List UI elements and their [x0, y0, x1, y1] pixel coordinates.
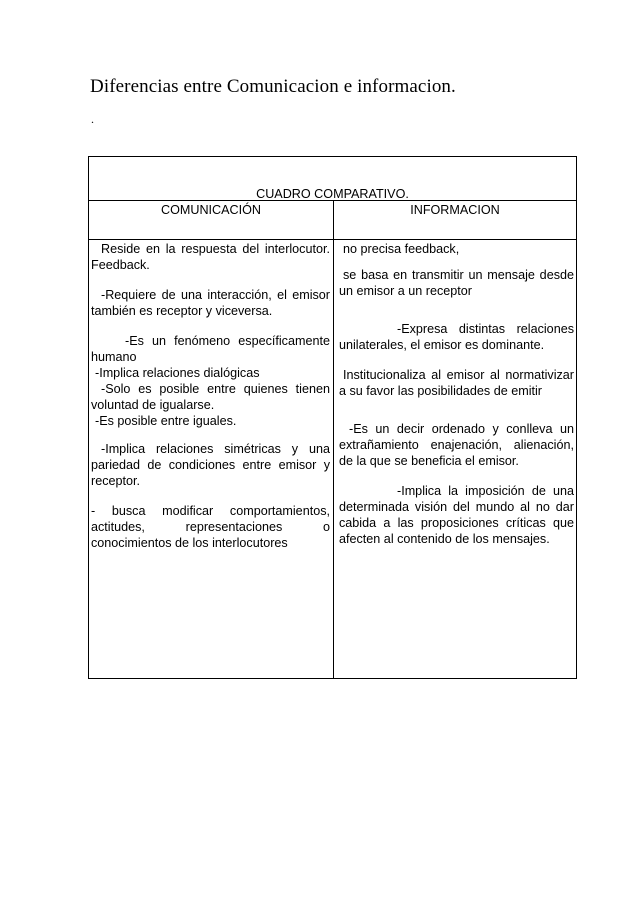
stray-dot: . [91, 112, 94, 126]
informacion-item: se basa en transmitir un mensaje desde un emisor a un receptor [339, 268, 574, 298]
document-title: Diferencias entre Comunicacion e informacion. [90, 76, 456, 97]
informacion-item: -Es un decir ordenado y conlleva un extrañamiento enajenación, alienación, de la que se beneficia el emisor. [339, 422, 574, 468]
table-column-divider [333, 200, 334, 678]
informacion-item: -Expresa distintas relaciones unilaterales, el emisor es dominante. [339, 322, 574, 352]
comunicacion-item: -Es posible entre iguales. [95, 414, 237, 428]
table-title: CUADRO COMPARATIVO. [256, 187, 409, 201]
comunicacion-item: -Es un fenómeno específicamente humano [91, 334, 330, 364]
column-header-comunicacion: COMUNICACIÓN [160, 203, 262, 217]
informacion-item: no precisa feedback, [343, 242, 460, 256]
column-informacion [339, 241, 574, 547]
comunicacion-item: -Implica relaciones dialógicas [95, 366, 260, 380]
comunicacion-item: -Requiere de una interacción, el emisor también es receptor y viceversa. [91, 288, 330, 318]
comparison-table [88, 156, 577, 679]
comunicacion-item: -Implica relaciones simétricas y una pariedad de condiciones entre emisor y receptor. [91, 442, 330, 488]
informacion-item: -Implica la imposición de una determinada visión del mundo al no dar cabida a las proposiciones críticas que afecten al contenido de los mensajes. [339, 484, 574, 546]
comunicacion-item: - busca modificar comportamientos, actitudes, representaciones o conocimientos de los interlocutores [91, 504, 330, 550]
column-header-informacion: INFORMACION [410, 203, 500, 217]
informacion-item: Institucionaliza al emisor al normativizar a su favor las posibilidades de emitir [339, 368, 574, 398]
comunicacion-item: -Solo es posible entre quienes tienen voluntad de igualarse. [91, 382, 330, 412]
comunicacion-item: Reside en la respuesta del interlocutor. Feedback. [91, 242, 330, 272]
column-comunicacion [91, 241, 330, 551]
